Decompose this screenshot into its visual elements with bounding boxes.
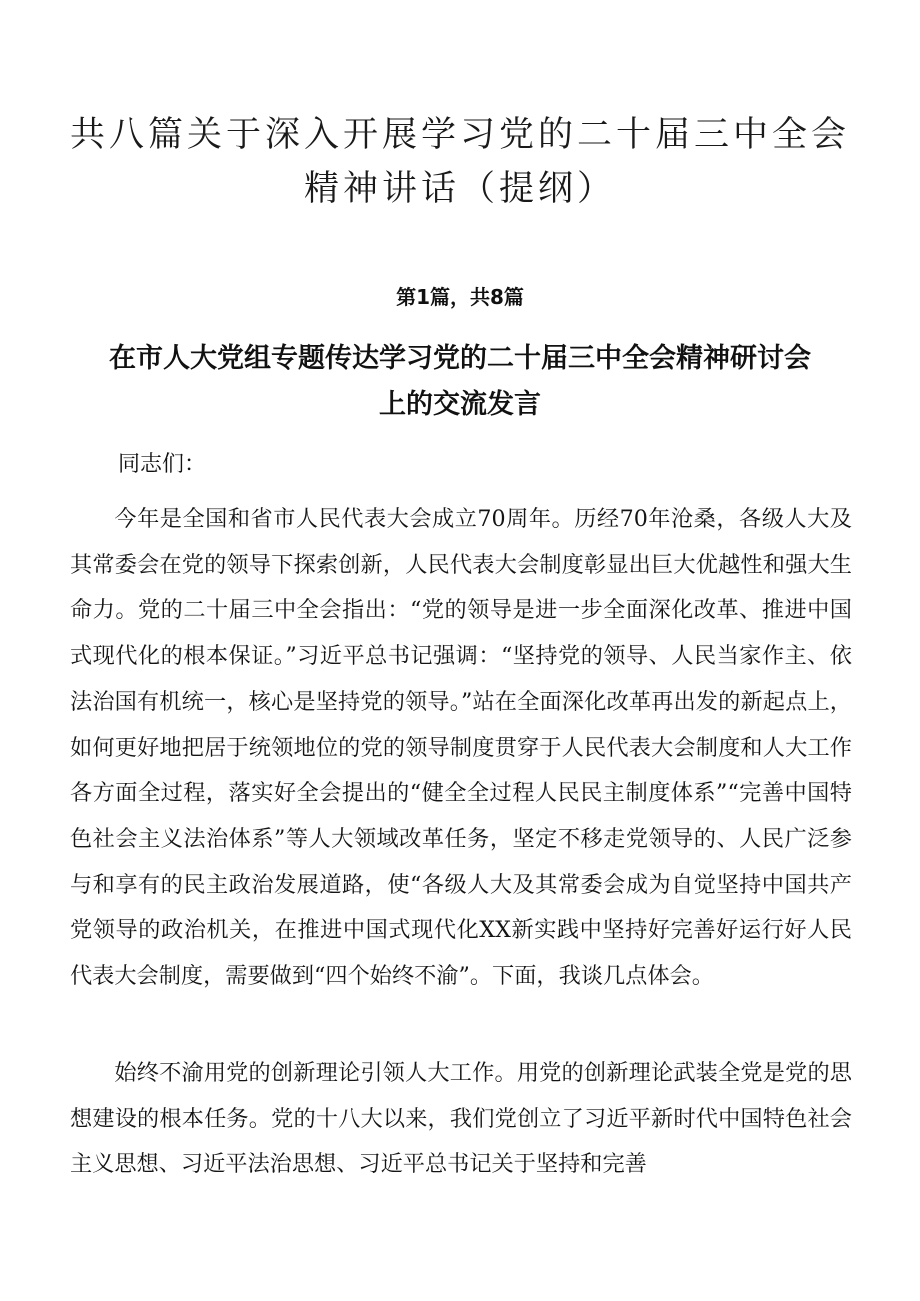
salutation: 同志们： [118,452,207,477]
speech-title: 在市人大党组专题传达学习党的二十届三中全会精神研讨会上的交流发言 [109,343,811,420]
chapter-label: 第1篇，共8篇 [396,285,524,309]
document-title: 共八篇关于深入开展学习党的二十届三中全会精神讲话（提纲） [70,115,851,209]
body-paragraph: 今年是全国和省市人民代表大会成立70周年。历经70年沧桑，各级人大及其常委会在党的领导下探索创新，人民代表大会制度彰显出巨大优越性和强大生命力。党的二十届三中全会指出：“党的领导是进一步全面深化改革、推进中国式现代化的根本保证。”习近平总书记强调：“坚持党的领导、人民当家作主、依法治国有机统一，核心是坚持党的领导。”站在全面深化改革再出发的新起点上，如何更好地把居于统领地位的党的领导制度贯穿于人民代表大会制度和人大工作各方面全过程，落实好全会提出的“健全全过程人民民主制度体系”“完善中国特色社会主义法治体系”等人大领域改革任务，坚定不移走党领导的、人民广泛参与和享有的民主政治发展道路，使“各级人大及其常委会成为自觉坚持中国共产党领导的政治机关，在推进中国式现代化XX新实践中坚持好完善好运行好人民代表大会制度，需要做到“四个始终不渝”。下面，我谈几点体会。 [70,506,852,990]
body-paragraph: 始终不渝用党的创新理论引领人大工作。用党的创新理论武装全党是党的思想建设的根本任务。党的十八大以来，我们党创立了习近平新时代中国特色社会主义思想、习近平法治思想、习近平总书记关于坚持和完善 [70,1060,852,1178]
